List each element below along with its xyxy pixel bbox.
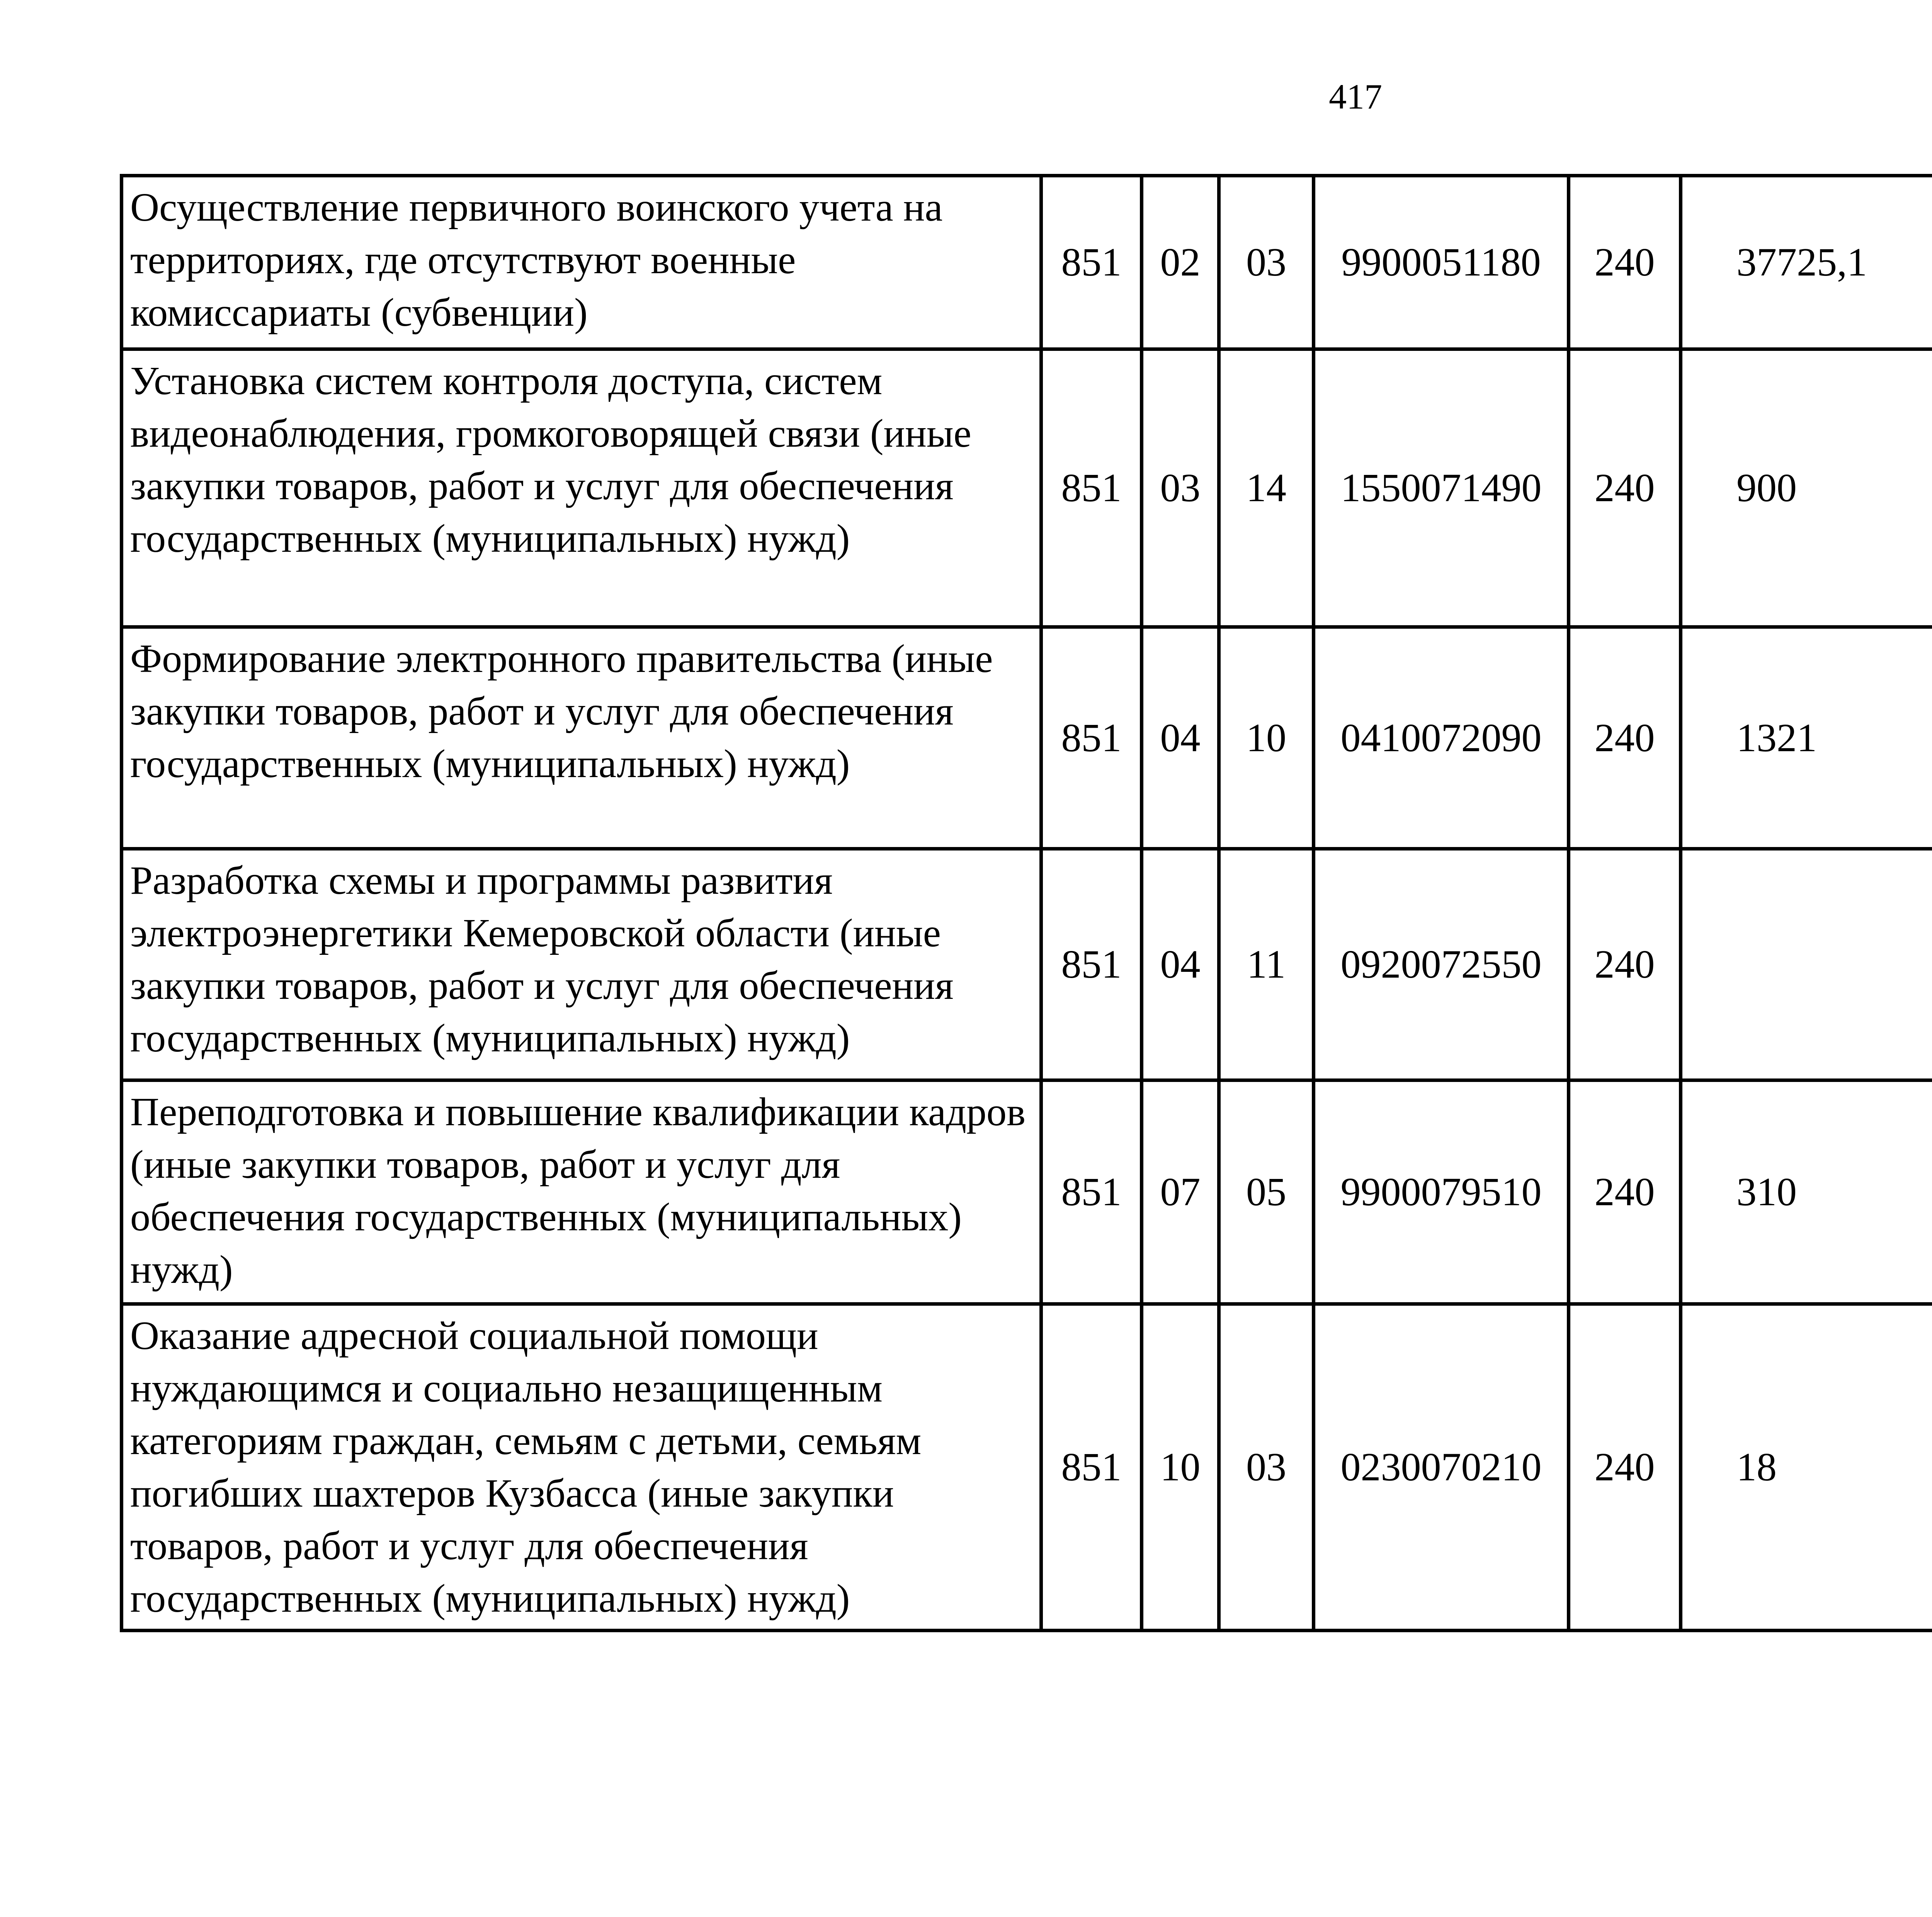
row-description: Переподготовка и повышение квалификации кадров (иные закупки товаров, работ и услуг для обеспечения государственных (муниципальных) нужд) xyxy=(122,1080,1041,1304)
target-article-code: 1550071490 xyxy=(1314,349,1569,627)
expense-type-code: 240 xyxy=(1569,627,1681,849)
grbs-code: 851 xyxy=(1041,349,1142,627)
amount-year-1: 37725,1 xyxy=(1681,176,1932,349)
target-article-code: 0410072090 xyxy=(1314,627,1569,849)
row-description: Установка систем контроля доступа, систем видеонаблюдения, громкоговорящей связи (иные закупки товаров, работ и услуг для обеспечения государственных (муниципальных) нужд) xyxy=(122,349,1041,627)
expense-type-code: 240 xyxy=(1569,1080,1681,1304)
target-article-code: 0920072550 xyxy=(1314,849,1569,1080)
section-code: 03 xyxy=(1142,349,1219,627)
amount-year-1 xyxy=(1681,849,1932,1080)
target-article-code: 9900051180 xyxy=(1314,176,1569,349)
target-article-code: 9900079510 xyxy=(1314,1080,1569,1304)
section-code: 04 xyxy=(1142,849,1219,1080)
section-code: 07 xyxy=(1142,1080,1219,1304)
row-description: Разработка схемы и программы развития электроэнергетики Кемеровской области (иные закупки товаров, работ и услуг для обеспечения государственных (муниципальных) нужд) xyxy=(122,849,1041,1080)
expense-type-code: 240 xyxy=(1569,349,1681,627)
expense-type-code: 240 xyxy=(1569,176,1681,349)
table-row xyxy=(122,1304,1932,1631)
subsection-code: 03 xyxy=(1219,176,1314,349)
amount-year-1: 1321 xyxy=(1681,627,1932,849)
section-code: 04 xyxy=(1142,627,1219,849)
amount-year-1: 900 xyxy=(1681,349,1932,627)
expense-type-code: 240 xyxy=(1569,1304,1681,1631)
table-row xyxy=(122,849,1932,1080)
subsection-code: 10 xyxy=(1219,627,1314,849)
expense-type-code: 240 xyxy=(1569,849,1681,1080)
grbs-code: 851 xyxy=(1041,176,1142,349)
grbs-code: 851 xyxy=(1041,627,1142,849)
row-description: Оказание адресной социальной помощи нуждающимся и социально незащищенным категориям граждан, семьям с детьми, семьям погибших шахтеров Кузбасса (иные закупки товаров, работ и услуг для обеспечения государственных (муниципальных) нужд) xyxy=(122,1304,1041,1631)
grbs-code: 851 xyxy=(1041,1080,1142,1304)
table-row xyxy=(122,176,1932,349)
row-description: Осуществление первичного воинского учета на территориях, где отсутствуют военные комиссариаты (субвенции) xyxy=(122,176,1041,349)
row-description: Формирование электронного правительства (иные закупки товаров, работ и услуг для обеспечения государственных (муниципальных) нужд) xyxy=(122,627,1041,849)
section-code: 02 xyxy=(1142,176,1219,349)
grbs-code: 851 xyxy=(1041,849,1142,1080)
budget-table xyxy=(120,174,1932,1632)
amount-year-1: 310 xyxy=(1681,1080,1932,1304)
subsection-code: 05 xyxy=(1219,1080,1314,1304)
table-row xyxy=(122,627,1932,849)
subsection-code: 14 xyxy=(1219,349,1314,627)
section-code: 10 xyxy=(1142,1304,1219,1631)
table-row xyxy=(122,349,1932,627)
subsection-code: 03 xyxy=(1219,1304,1314,1631)
amount-year-1: 18 xyxy=(1681,1304,1932,1631)
table-row xyxy=(122,1080,1932,1304)
subsection-code: 11 xyxy=(1219,849,1314,1080)
target-article-code: 0230070210 xyxy=(1314,1304,1569,1631)
page-number: 417 xyxy=(1329,77,1382,116)
grbs-code: 851 xyxy=(1041,1304,1142,1631)
